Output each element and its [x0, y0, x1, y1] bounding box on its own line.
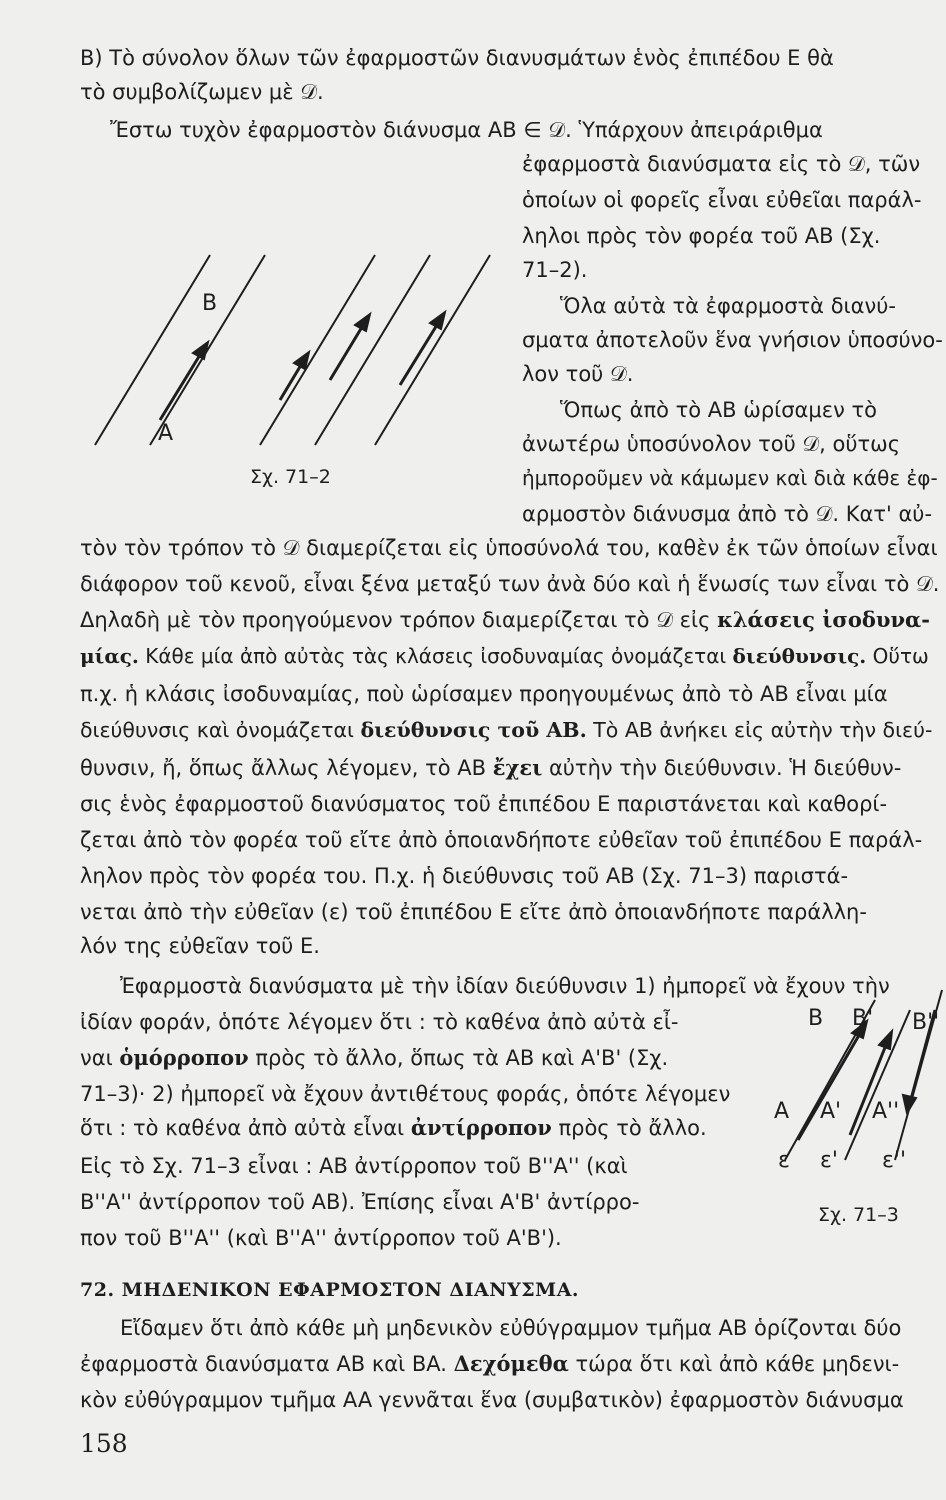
text-line: νεται ἀπὸ τὴν εὐθεῖαν (ε) τοῦ ἐπιπέδου Ε εἴτε ἀπὸ ὁποιανδήποτε παράλλη-: [80, 900, 867, 924]
text-span: Δηλαδὴ μὲ τὸν προηγούμενον τρόπον διαμερίζεται τὸ 𝒟 εἰς: [80, 608, 711, 632]
line-label: ε': [820, 1148, 838, 1173]
bold-term: Δεχόμεθα: [453, 1351, 569, 1376]
point-label: B'': [912, 1010, 940, 1035]
text-line: σις ἑνὸς ἐφαρμοστοῦ διανύσματος τοῦ ἐπιπέδου Ε παριστάνεται καὶ καθορί-: [80, 792, 888, 816]
text-line: [80, 1044, 770, 1072]
point-label: A': [820, 1099, 842, 1124]
text-line: Ἔστω τυχὸν ἐφαρμοστὸν διάνυσμα AB ∈ 𝒟. Ὑπάρχουν ἀπειράριθμα: [110, 118, 823, 142]
text-line: B''A'' ἀντίρροπον τοῦ AB). Ἐπίσης εἶναι A'B' ἀντίρρο-: [80, 1190, 640, 1214]
text-line: λόν της εὐθεῖαν τοῦ Ε.: [80, 934, 320, 958]
text-span: ὅτι : τὸ καθένα ἀπὸ αὐτὰ εἶναι: [80, 1116, 405, 1140]
text-line: ἀνωτέρω ὑποσύνολον τοῦ 𝒟, οὕτως: [522, 432, 901, 456]
text-span: πρὸς τὸ ἄλλο.: [558, 1116, 707, 1140]
text-line: [80, 754, 946, 782]
point-label-a: A: [158, 421, 174, 446]
point-label: B: [808, 1006, 824, 1031]
page-number: 158: [80, 1429, 128, 1458]
line-label: ε'': [882, 1148, 906, 1173]
text-line: πον τοῦ B''A'' (καὶ B''A'' ἀντίρροπον τοῦ A'B').: [80, 1226, 562, 1250]
text-line: σματα ἀποτελοῦν ἕνα γνήσιον ὑποσύνο-: [522, 328, 943, 352]
figure-71-3: [770, 985, 946, 1185]
text-line: [80, 716, 946, 744]
figure-caption: Σχ. 71–3: [818, 1204, 899, 1226]
bold-term: μίας.: [80, 644, 139, 668]
text-line: 71–3)· 2) ἠμπορεῖ νὰ ἔχουν ἀντιθέτους φοράς, ὁπότε λέγομεν: [80, 1082, 731, 1106]
text-line: B) Τὸ σύνολον ὅλων τῶν ἐφαρμοστῶν διανυσμάτων ἑνὸς ἐπιπέδου Ε θὰ: [80, 46, 834, 70]
text-line: αρμοστὸν διάνυσμα ἀπὸ τὸ 𝒟. Κατ' αὐ-: [522, 502, 933, 526]
text-span: διεύθυνσις καὶ ὀνομάζεται: [80, 718, 354, 742]
text-line: ληλον πρὸς τὸν φορέα του. Π.χ. ἡ διεύθυνσις τοῦ AB (Σχ. 71–3) παριστά-: [80, 864, 849, 888]
bold-term: κλάσεις ἰσοδυνα-: [717, 607, 930, 632]
point-label-b: B: [202, 291, 218, 316]
text-line: Εἰς τὸ Σχ. 71–3 εἶναι : AB ἀντίρροπον τοῦ B''A'' (καὶ: [80, 1154, 628, 1178]
text-line: κὸν εὐθύγραμμον τμῆμα AA γεννᾶται ἕνα (συμβατικὸν) ἐφαρμοστὸν διάνυσμα: [80, 1388, 904, 1412]
text-span: ἐφαρμοστὰ διανύσματα AB καὶ BA.: [80, 1352, 447, 1376]
text-line: [80, 606, 946, 634]
text-line: ζεται ἀπὸ τὸν φορέα τοῦ εἴτε ἀπὸ ὁποιανδήποτε εὐθεῖαν τοῦ ἐπιπέδου Ε παράλ-: [80, 828, 923, 852]
bold-term: ἀντίρροπον: [410, 1115, 552, 1140]
text-line: Εἴδαμεν ὅτι ἀπὸ κάθε μὴ μηδενικὸν εὐθύγραμμον τμῆμα AB ὁρίζονται δύο: [120, 1316, 902, 1340]
text-line: [80, 1114, 770, 1142]
figure-71-2: [90, 250, 510, 450]
point-label: A: [774, 1099, 790, 1124]
text-span: Οὕτω: [872, 644, 929, 668]
text-line: Ὅλα αὐτὰ τὰ ἐφαρμοστὰ διανύ-: [560, 294, 896, 318]
text-span: διανύσματα μὲ τὴν ἰδίαν διεύθυνσιν 1) ἠμπορεῖ νὰ ἔχουν τὴν: [248, 974, 890, 998]
text-line: ληλοι πρὸς τὸν φορέα τοῦ AB (Σχ.: [522, 224, 881, 248]
bold-term: διεύθυνσις τοῦ AB.: [360, 718, 587, 742]
text-span: Ἐφαρμοστὰ: [120, 974, 242, 998]
bold-term: ἔχει: [492, 755, 543, 780]
text-span: ναι: [80, 1046, 113, 1070]
text-line: [80, 642, 946, 670]
text-line: λον τοῦ 𝒟.: [522, 362, 634, 386]
point-label: A'': [872, 1099, 900, 1124]
text-line: ἠμποροῦμεν νὰ κάμωμεν καὶ διὰ κάθε ἐφ-: [522, 466, 938, 490]
text-span: τώρα ὅτι καὶ ἀπὸ κάθε μηδενι-: [575, 1352, 900, 1376]
text-line: [80, 1350, 946, 1378]
text-line: τὸ συμβολίζωμεν μὲ 𝒟.: [80, 80, 324, 104]
text-line: ἰδίαν φοράν, ὁπότε λέγομεν ὅτι : τὸ καθένα ἀπὸ αὐτὰ εἶ-: [80, 1010, 679, 1034]
text-line: ἐφαρμοστὰ διανύσματα εἰς τὸ 𝒟, τῶν: [522, 152, 921, 176]
text-line: ὁποίων οἱ φορεῖς εἶναι εὐθεῖαι παράλ-: [522, 188, 922, 212]
text-line: π.χ. ἡ κλάσις ἰσοδυναμίας, ποὺ ὡρίσαμεν προηγουμένως ἀπὸ τὸ AB εἶναι μία: [80, 682, 888, 706]
bold-term: ὁμόρροπον: [119, 1045, 249, 1070]
point-label: B': [852, 1006, 874, 1031]
text-span: Τὸ AB ἀνήκει εἰς αὐτὴν τὴν διεύ-: [593, 718, 933, 742]
text-span: θυνσιν, ἤ, ὅπως ἄλλως λέγομεν, τὸ AB: [80, 756, 487, 780]
bold-term: διεύθυνσις.: [732, 644, 867, 668]
text-span: Κάθε μία ἀπὸ αὐτὰς τὰς κλάσεις ἰσοδυναμίας ὀνομάζεται: [145, 644, 727, 668]
figure-caption: Σχ. 71–2: [250, 466, 331, 488]
text-line: 71–2).: [522, 258, 588, 282]
text-span: αὐτὴν τὴν διεύθυνσιν. Ἡ διεύθυν-: [548, 756, 902, 780]
text-line: διάφορον τοῦ κενοῦ, εἶναι ξένα μεταξύ των ἀνὰ δύο καὶ ἡ ἕνωσίς των εἶναι τὸ 𝒟.: [80, 572, 940, 596]
text-line: Ὅπως ἀπὸ τὸ AB ὡρίσαμεν τὸ: [560, 398, 878, 422]
text-span: πρὸς τὸ ἄλλο, ὅπως τὰ AB καὶ A'B' (Σχ.: [255, 1046, 669, 1070]
section-heading: 72. ΜΗΔΕΝΙΚΟΝ ΕΦΑΡΜΟΣΤΟΝ ΔΙΑΝΥΣΜΑ.: [80, 1279, 580, 1301]
text-line: τὸν τὸν τρόπον τὸ 𝒟 διαμερίζεται εἰς ὑποσύνολά του, καθὲν ἐκ τῶν ὁποίων εἶναι: [80, 536, 938, 560]
line-label: ε: [778, 1148, 790, 1173]
